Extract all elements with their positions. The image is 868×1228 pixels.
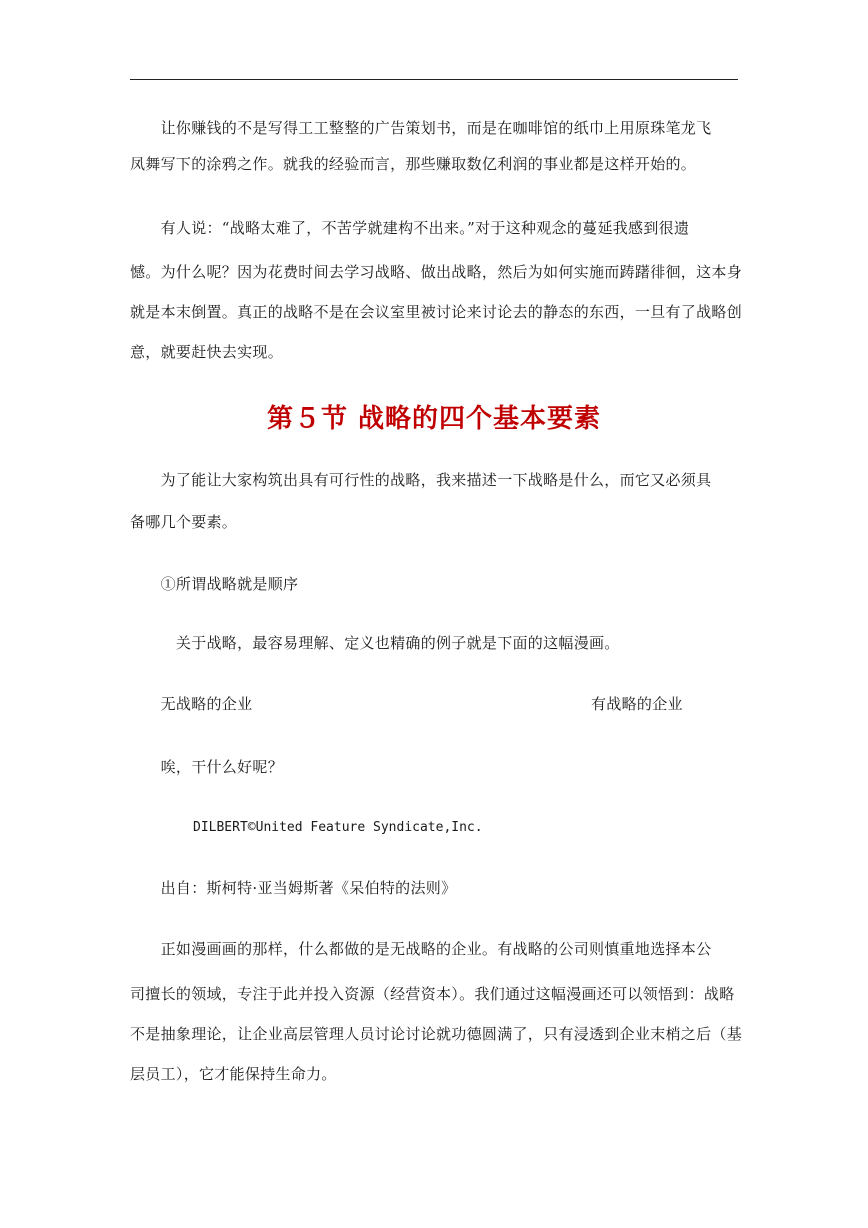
paragraph-line: 让你赚钱的不是写得工工整整的广告策划书，而是在咖啡馆的纸巾上用原珠笔龙飞 [130,119,712,137]
source-line: 出自：斯柯特·亚当姆斯著《呆伯特的法则》 [130,879,457,897]
cartoon-caption: 唉，干什么好呢？ [130,758,284,776]
paragraph-line: 不是抽象理论，让企业高层管理人员讨论讨论就功德圆满了，只有浸透到企业末梢之后（基 [130,1025,743,1043]
paragraph-line: 备哪几个要素。 [130,513,238,531]
paragraph-line: 就是本末倒置。真正的战略不是在会议室里被讨论来讨论去的静态的东西，一旦有了战略创 [130,303,743,321]
paragraph-line: 憾。为什么呢？因为花费时间去学习战略、做出战略，然后为如何实施而踌躇徘徊，这本身 [130,263,743,281]
paragraph-line: 凤舞写下的涂鸦之作。就我的经验而言，那些赚取数亿利润的事业都是这样开始的。 [130,155,697,173]
paragraph-line: 关于战略，最容易理解、定义也精确的例子就是下面的这幅漫画。 [130,634,620,652]
section-heading: 第５节 战略的四个基本要素 [266,404,602,434]
paragraph-line: 层员工），它才能保持生命力。 [130,1065,337,1083]
copyright-line: DILBERT©United Feature Syndicate,Inc. [193,820,483,835]
cartoon-label-right: 有战略的企业 [591,695,683,713]
paragraph-line: 为了能让大家构筑出具有可行性的战略，我来描述一下战略是什么，而它又必须具 [130,471,712,489]
list-item: ①所谓战略就是顺序 [130,575,299,593]
paragraph-line: 司擅长的领域，专注于此并投入资源（经营资本）。我们通过这幅漫画还可以领悟到：战略 [130,985,735,1003]
header-rule [130,79,738,80]
paragraph-line: 正如漫画画的那样，什么都做的是无战略的企业。有战略的公司则慎重地选择本公 [130,940,712,958]
paragraph-line: 有人说：“战略太难了，不苦学就建构不出来。”对于这种观念的蔓延我感到很遗 [130,219,690,237]
paragraph-line: 意，就要赶快去实现。 [130,343,284,361]
cartoon-label-left: 无战略的企业 [130,695,253,713]
